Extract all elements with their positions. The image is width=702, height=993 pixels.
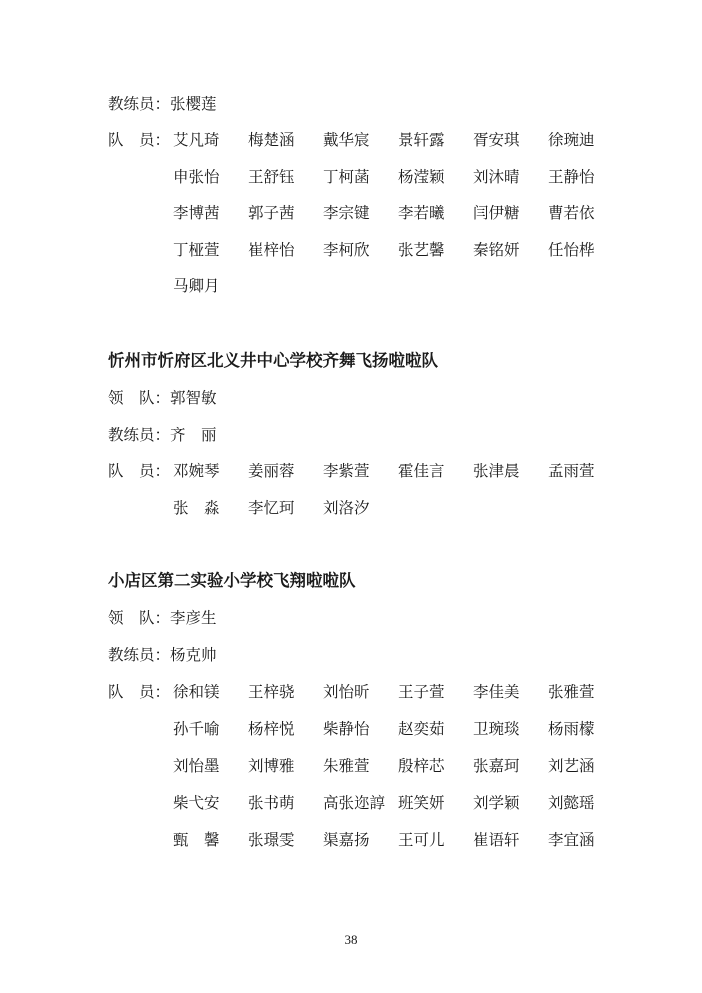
members-label-line-3 (108, 679, 170, 705)
coach-name: 杨克帅 (170, 646, 217, 664)
member-name: 张 淼 (173, 499, 220, 517)
member-name: 郭子茜 (248, 204, 295, 222)
member-name: 艾凡琦 (173, 131, 220, 149)
member-name: 王舒钰 (248, 167, 295, 186)
member-name: 甄 馨 (173, 831, 220, 849)
leader-line-3 (108, 605, 217, 631)
member-name: 丁柯菡 (323, 167, 370, 186)
member-name: 梅楚涵 (248, 131, 295, 149)
member-name: 渠嘉扬 (323, 831, 370, 849)
member-name: 胥安琪 (473, 131, 520, 149)
coach-label: 教练员： (108, 426, 171, 444)
coach-line-2 (108, 422, 217, 448)
leader-name: 郭智敏 (170, 389, 217, 407)
coach-line-1 (108, 91, 217, 117)
member-name: 曹若依 (548, 204, 595, 222)
member-name: 徐和镁 (173, 683, 220, 701)
member-name: 邓婉琴 (173, 462, 220, 480)
member-name: 杨梓悦 (248, 720, 295, 738)
member-name: 刘沐晴 (473, 167, 520, 186)
member-name: 崔梓怡 (248, 240, 295, 259)
member-name: 徐琬迪 (548, 131, 595, 149)
member-name: 柴静怡 (323, 720, 370, 738)
member-name: 刘怡墨 (173, 757, 220, 775)
member-name: 李博茜 (173, 204, 220, 222)
member-name: 丁桠萱 (173, 240, 220, 259)
coach-label: 教练员： (108, 646, 171, 664)
member-name: 申张怡 (173, 167, 220, 186)
member-name: 秦铭妍 (473, 240, 520, 259)
member-name: 张璟雯 (248, 831, 295, 849)
members-label: 队 员： (108, 462, 171, 480)
member-name: 刘懿瑶 (548, 794, 595, 812)
member-name: 张津晨 (473, 462, 520, 480)
member-name: 刘洛汐 (323, 499, 370, 517)
coach-line-3 (108, 642, 217, 668)
member-name: 李佳美 (473, 683, 520, 701)
team-title-3: 小店区第二实验小学校飞翔啦啦队 (108, 571, 356, 590)
leader-label: 领 队： (108, 389, 171, 407)
member-name: 孙千喻 (173, 720, 220, 738)
member-name: 张艺馨 (398, 240, 445, 259)
member-name: 刘博雅 (248, 757, 295, 775)
members-label: 队 员： (108, 683, 171, 701)
members-label: 队 员： (108, 131, 171, 149)
member-name: 班笑妍 (398, 794, 445, 812)
member-name: 张雅萱 (548, 683, 595, 701)
member-name: 王可儿 (398, 831, 445, 849)
member-name: 刘怡昕 (323, 683, 370, 701)
member-name: 王子萱 (398, 683, 445, 701)
members-label-line-1 (108, 127, 170, 153)
member-name: 刘艺涵 (548, 757, 595, 775)
member-name: 杨滢颖 (398, 167, 445, 186)
member-name: 李忆珂 (248, 499, 295, 517)
page-number: 38 (344, 932, 358, 947)
member-name: 刘学颖 (473, 794, 520, 812)
member-name: 孟雨萱 (548, 462, 595, 480)
member-name: 杨雨檬 (548, 720, 595, 738)
member-name: 朱雅萱 (323, 757, 370, 775)
member-name: 张书萌 (248, 794, 295, 812)
member-name: 李宗键 (323, 204, 370, 222)
member-name: 李柯欣 (323, 240, 370, 259)
coach-label: 教练员： (108, 95, 171, 113)
member-name: 马卿月 (173, 277, 220, 295)
member-name: 柴弋安 (173, 794, 220, 812)
member-name: 李紫萱 (323, 462, 370, 480)
member-name: 闫伊糖 (473, 204, 520, 222)
coach-name: 张樱莲 (170, 95, 217, 113)
member-name: 殷梓芯 (398, 757, 445, 775)
member-name: 张嘉珂 (473, 757, 520, 775)
members-label-line-2 (108, 458, 170, 484)
member-name: 赵奕茹 (398, 720, 445, 738)
member-name: 高张迩諄 (323, 794, 386, 812)
member-name: 任怡桦 (548, 240, 595, 259)
member-name: 景轩露 (398, 131, 445, 149)
member-name: 霍佳言 (398, 462, 445, 480)
leader-label: 领 队： (108, 609, 171, 627)
coach-name: 齐 丽 (170, 426, 217, 444)
member-name: 崔语轩 (473, 831, 520, 849)
member-name: 戴华宸 (323, 131, 370, 149)
member-name: 姜丽蓉 (248, 462, 295, 480)
member-name: 王梓骁 (248, 683, 295, 701)
member-name: 李宜涵 (548, 831, 595, 849)
leader-line-2 (108, 385, 217, 411)
team-title-2: 忻州市忻府区北义井中心学校齐舞飞扬啦啦队 (108, 351, 438, 370)
member-name: 王静怡 (548, 167, 595, 186)
member-name: 李若曦 (398, 204, 445, 222)
member-name: 卫琬琰 (473, 720, 520, 738)
leader-name: 李彦生 (170, 609, 217, 627)
